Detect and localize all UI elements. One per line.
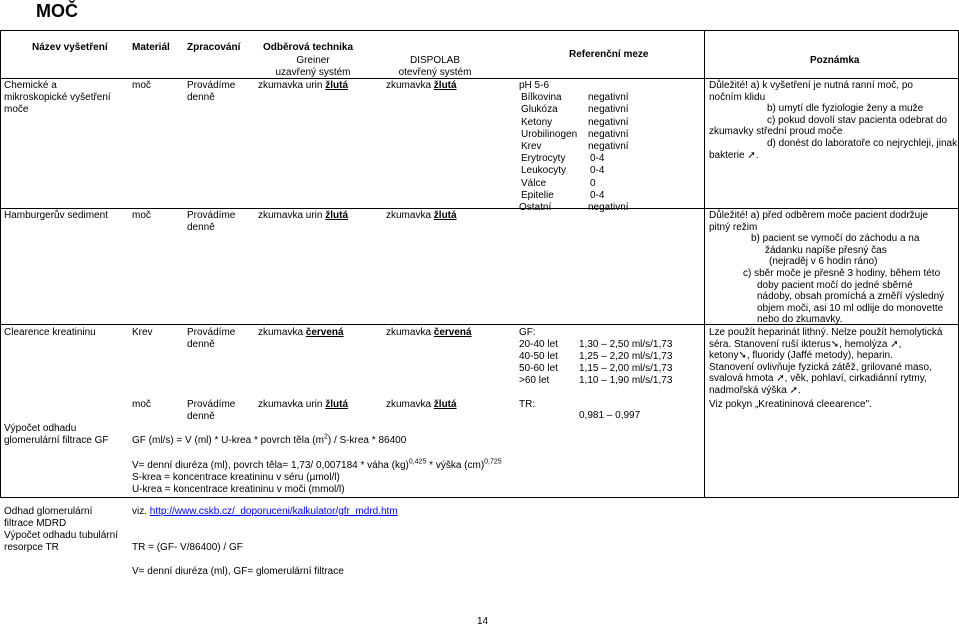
gf-formula: GF (ml/s) = V (ml) * U-krea * povrch těla $(m^2)$ / S-krea * 86400	[132, 433, 407, 446]
gf-range: 1,30 – 2,50 ml/s/1,73	[579, 339, 673, 350]
note-line: (nejraděj v 6 hodin ráno)	[769, 256, 878, 268]
mdrd-calculator-link[interactable]: http://www.cskb.cz/_doporuceni/kalkulator/gfr_mdrd.htm	[149, 506, 398, 517]
row1-processing-line2: denně	[187, 92, 215, 103]
note-line: Důležité! a) před odběrem moče pacient dodržuje	[709, 210, 929, 221]
row2-processing-line2: denně	[187, 222, 215, 233]
row4-dispolab: zkumavka žlutá	[386, 399, 457, 410]
mdrd-reference: viz. http://www.cskb.cz/_doporuceni/kalkulator/gfr_mdrd.htm	[132, 506, 398, 517]
reference-value: negativní	[588, 128, 629, 140]
header-greiner: Greiner	[296, 55, 330, 66]
reference-label: Bílkovina	[521, 92, 562, 104]
row5-name-line2: glomerulární filtrace GF	[4, 435, 109, 446]
note-line: nebo do zkumavky.	[757, 314, 843, 326]
color-red: červená	[305, 327, 344, 338]
row3-processing-line2: denně	[187, 339, 215, 350]
header-processing: Zpracování	[187, 42, 241, 53]
color-yellow: žlutá	[325, 399, 349, 410]
header-technique: Odběrová technika	[263, 42, 354, 53]
note-line: bakterie ➚.	[709, 149, 759, 161]
row3-processing-line1: Provádíme	[187, 327, 236, 338]
note-line: doby pacient močí do jedné sběrné	[757, 279, 913, 291]
note-line: svalová hmota ➚, věk, pohlaví, cirkadiánní rytmy,	[709, 373, 927, 385]
row2-name: Hamburgerův sediment	[4, 210, 108, 221]
color-yellow: žlutá	[325, 80, 349, 91]
tr-formula: TR = (GF- V/86400) / GF	[132, 542, 243, 553]
row6-name-line4: resorpce TR	[4, 542, 59, 553]
note-line: nádoby, obsah promíchá a změří výsledný	[757, 291, 945, 303]
reference-value: negativní	[588, 141, 629, 152]
gf-age: 20-40 let	[519, 339, 558, 350]
header-name: Název vyšetření	[32, 42, 108, 53]
note-line: ketony➘, fluoridy (Jaffé metody), heparin.	[709, 350, 893, 362]
row3-dispolab: zkumavka červená	[386, 327, 472, 338]
reference-value: negativní	[588, 92, 629, 104]
note-line: b) pacient se vymočí do záchodu a na	[751, 233, 920, 245]
header-dispolab-sub: otevřený systém	[398, 67, 472, 78]
reference-value: negativní	[588, 116, 629, 128]
row1-name-line1: Chemické a	[4, 80, 57, 91]
tr-variables: V= denní diuréza (ml), GF= glomerulární filtrace	[132, 566, 344, 577]
reference-value: 0-4	[590, 153, 605, 165]
gf-range: 1,25 – 2,20 ml/s/1,73	[579, 351, 673, 362]
gf-variables-v: V= denní diuréza (ml), povrch těla= 1,73/ 0,007184 * váha (kg)$^{0,425}$ * výška (cm)$^{0,725}$	[132, 458, 502, 471]
reference-value: negativní	[588, 104, 629, 116]
row1-name-line3: moče	[4, 104, 29, 115]
header-greiner-sub: uzavřený systém	[275, 67, 351, 78]
row2-material: moč	[132, 210, 151, 221]
row3-gf-label: GF:	[519, 327, 536, 338]
note-line: objem moči, asi 10 ml odlije do monovette	[757, 302, 944, 314]
row2-greiner: zkumavka urin žlutá	[258, 210, 349, 221]
reference-value: 0-4	[590, 189, 605, 201]
note-line: c) pokud dovolí stav pacienta odebrat do	[767, 114, 948, 126]
row1-material: moč	[132, 80, 151, 91]
row4-greiner: zkumavka urin žlutá	[258, 399, 349, 410]
note-line: nadmořská výška ➚.	[709, 385, 801, 396]
header-material: Materiál	[132, 42, 170, 53]
row1-dispolab: zkumavka žlutá	[386, 80, 457, 91]
reference-value: negativní	[588, 202, 629, 213]
row6-name-line2: filtrace MDRD	[4, 518, 67, 529]
note-line: Důležité! a) k vyšetření je nutná ranní moč, po	[709, 80, 913, 91]
page-title: MOČ	[36, 1, 78, 21]
row2-processing-line1: Provádíme	[187, 210, 236, 221]
reference-value: 0	[590, 177, 596, 189]
gf-range: 1,10 – 1,90 ml/s/1,73	[579, 375, 673, 386]
gf-age: 40-50 let	[519, 351, 558, 362]
note-line: Stanovení ovlivňuje fyzická zátěž, grilované maso,	[709, 361, 932, 373]
gf-age: 50-60 let	[519, 363, 558, 374]
reference-value: 0-4	[590, 165, 605, 177]
row3-name: Clearence kreatininu	[4, 327, 96, 338]
page-number: 14	[477, 616, 489, 627]
color-yellow: žlutá	[433, 80, 457, 91]
note-line: c) sběr moče je přesně 3 hodiny, během této	[743, 268, 941, 279]
row5-name-line1: Výpočet odhadu	[4, 423, 77, 434]
note-line: b) umytí dle fyziologie ženy a muže	[767, 103, 924, 115]
reference-label: Urobilinogen	[521, 128, 578, 140]
row4-material: moč	[132, 399, 151, 410]
note-line: nočním klidu	[709, 91, 766, 103]
row6-name-line3: Výpočet odhadu tubulární	[4, 530, 118, 541]
note-line: žádanku napíše přesný čas	[765, 244, 887, 256]
row4-processing-line1: Provádíme	[187, 399, 236, 410]
note-line: zkumavky střední proud moče	[709, 126, 843, 138]
color-yellow: žlutá	[433, 399, 457, 410]
reference-label: Ostatní	[519, 202, 552, 213]
note-line: pitný režim	[709, 221, 758, 233]
reference-label: Ketony	[521, 116, 553, 128]
header-reference: Referenční meze	[569, 49, 649, 60]
reference-label: pH 5-6	[519, 80, 550, 91]
reference-label: Leukocyty	[521, 165, 567, 177]
row1-greiner: zkumavka urin žlutá	[258, 80, 349, 91]
row4-tr-label: TR:	[519, 399, 536, 410]
row4-tr-range: 0,981 – 0,997	[579, 410, 641, 421]
header-dispolab: DISPOLAB	[409, 55, 461, 66]
row1-processing-line1: Provádíme	[187, 80, 236, 91]
row3-greiner: zkumavka červená	[258, 327, 344, 338]
row2-dispolab: zkumavka žlutá	[386, 210, 457, 221]
note-line: d) donést do laboratoře co nejrychleji, jinak	[767, 138, 958, 149]
color-red: červená	[433, 327, 472, 338]
reference-label: Erytrocyty	[521, 153, 566, 165]
gf-age: >60 let	[519, 375, 550, 386]
reference-label: Glukóza	[521, 104, 558, 116]
color-yellow: žlutá	[433, 210, 457, 221]
row3-material: Krev	[132, 327, 153, 338]
reference-label: Epitelie	[521, 189, 554, 201]
header-note: Poznámka	[810, 55, 860, 66]
gf-variables-u: U-krea = koncentrace kreatininu v moči (mmol/l)	[132, 484, 345, 495]
gf-range: 1,15 – 2,00 ml/s/1,73	[579, 363, 673, 374]
row1-name-line2: mikroskopické vyšetření	[4, 92, 111, 103]
reference-label: Válce	[521, 177, 547, 189]
row4-processing-line2: denně	[187, 411, 215, 422]
row6-name-line1: Odhad glomerulární	[4, 506, 93, 517]
reference-label: Krev	[521, 141, 542, 152]
gf-variables-s: S-krea = koncentrace kreatininu v séru (µmol/l)	[132, 472, 340, 483]
color-yellow: žlutá	[325, 210, 349, 221]
note-line: séra. Stanovení ruší ikterus➘, hemolýza ➚,	[709, 338, 902, 350]
row4-note: Viz pokyn „Kreatininová cleearence".	[709, 399, 872, 410]
note-line: Lze použít heparinát lithný. Nelze použít hemolytická	[709, 327, 943, 338]
